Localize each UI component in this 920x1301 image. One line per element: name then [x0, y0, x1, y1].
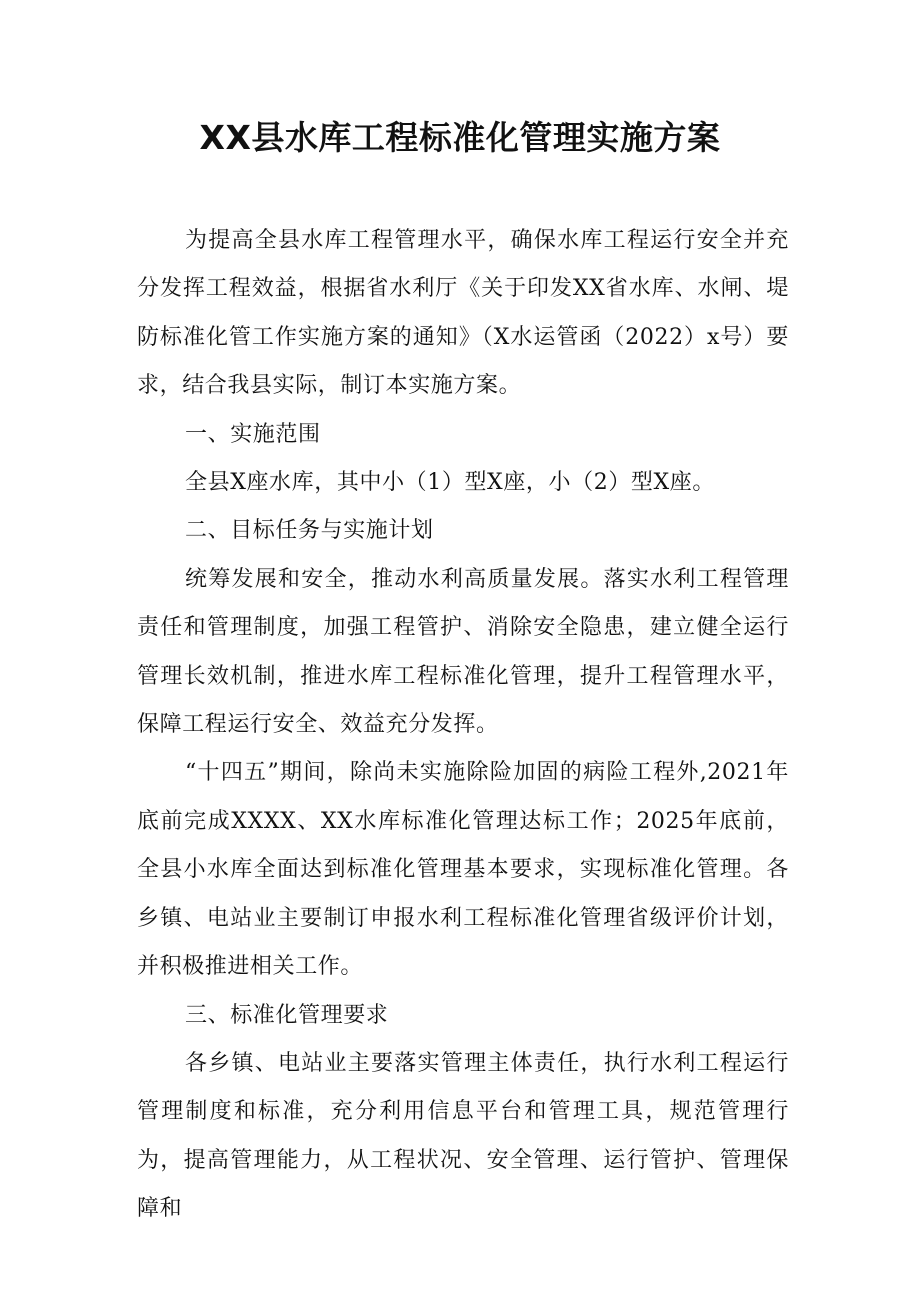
scope-paragraph: 全县X座水库，其中小（1）型X座，小（2）型X座。	[185, 470, 715, 496]
goals-paragraph: 统筹发展和安全，推动水利高质量发展。落实水利工程管理责任和管理制度，加强工程管护、消除安全隐患，建立健全运行管理长效机制，推进水库工程标准化管理，提升工程管理水平，保障工程运行安全、效益充分发挥。	[137, 566, 789, 738]
section-heading-3: 三、标准化管理要求	[185, 1002, 389, 1028]
section-heading-2: 二、目标任务与实施计划	[185, 518, 434, 544]
plan-paragraph: “十四五”期间，除尚未实施除险加固的病险工程外,2021年底前完成XXXX、XX水库标准化管理达标工作；2025年底前，全县小水库全面达到标准化管理基本要求，实现标准化管理。各乡镇、电站业主要制订申报水利工程标准化管理省级评价计划，并积极推进相关工作。	[137, 760, 789, 980]
section-heading-1: 一、实施范围	[185, 421, 321, 447]
document-body	[137, 217, 789, 1234]
intro-paragraph: 为提高全县水库工程管理水平，确保水库工程运行安全并充分发挥工程效益，根据省水利厅《关于印发XX省水库、水闸、堤防标准化管工作实施方案的通知》（X水运管函（2022）x号）要求，结合我县实际，制订本实施方案。	[137, 228, 789, 399]
document-title: XX县水库工程标准化管理实施方案	[199, 118, 721, 157]
requirements-paragraph: 各乡镇、电站业主要落实管理主体责任，执行水利工程运行管理制度和标准，充分利用信息平台和管理工具，规范管理行为，提高管理能力，从工程状况、安全管理、运行管护、管理保障和	[137, 1050, 789, 1222]
